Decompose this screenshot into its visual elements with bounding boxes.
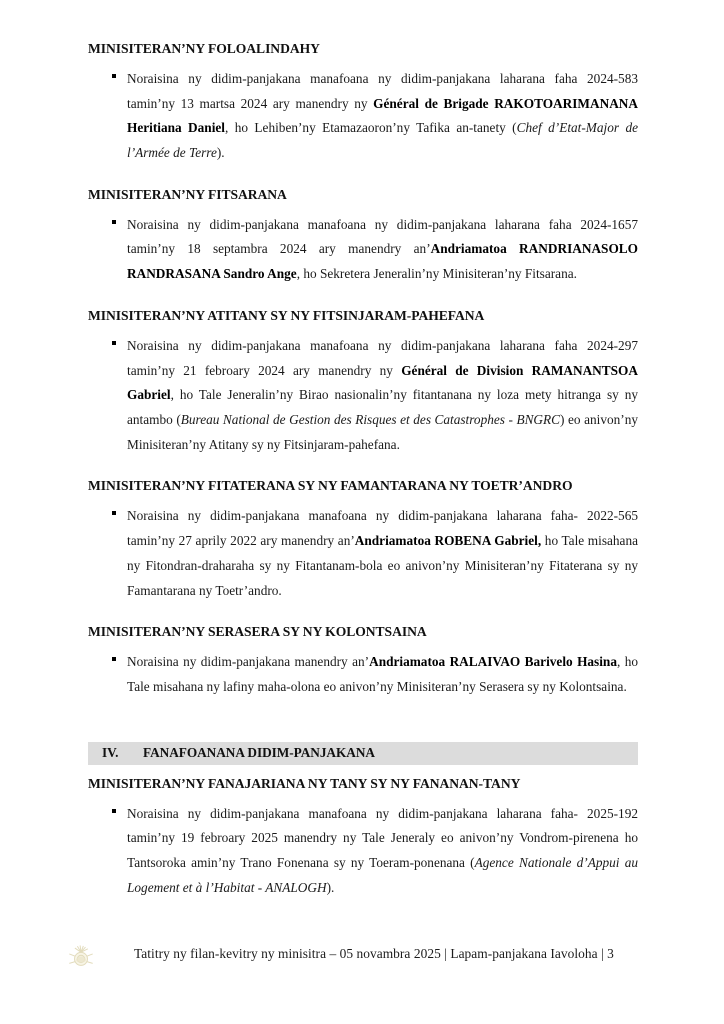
ministry-heading-fanajariana: MINISITERAN’NY FANAJARIANA NY TANY SY NY FANANAN-TANY — [88, 775, 521, 791]
list-item-text: Noraisina ny didim-panjakana manafoana ny didim-panjakana laharana faha- 2025-192 tamin’ny 19 febroary 2025 manendry ny Tale Jeneraly eo anivon’ny Vondrom-pirenena ho Tantsoroka amin’ny Trano Fonenana sy ny Toeram-ponenana (Agence Nationale d’Appui au Logement et à l’Habitat - ANALOGH). — [127, 805, 638, 895]
bullet-marker-icon — [112, 657, 116, 661]
list-item-text: Noraisina ny didim-panjakana manafoana ny didim-panjakana laharana faha 2024-297 tamin’ny 21 febroary 2024 ary manendry ny Général de Division RAMANANTSOA Gabriel, ho Tale Jeneralin’ny Birao nasionalin’ny fitantanana ny loza mety hitranga sy ny antambo (Bureau National de Gestion des Risques et des Catastrophes - BNGRC) eo anivon’ny Minisiteran’ny Atitany sy ny Fitsinjaram-pahefana. — [127, 337, 638, 452]
bullet-marker-icon — [112, 220, 116, 224]
seal-watermark-icon — [62, 940, 100, 976]
bullet-marker-icon — [112, 809, 116, 813]
section-heading-band — [88, 742, 638, 765]
list-item-text: Noraisina ny didim-panjakana manafoana ny didim-panjakana laharana faha 2024-1657 tamin’ny 18 septambra 2024 ary manendry an’Andriamatoa RANDRIANASOLO RANDRASANA Sandro Ange, ho Sekretera Jeneralin’ny Minisiteran’ny Fitsarana. — [127, 216, 639, 282]
list-item-text: Noraisina ny didim-panjakana manafoana ny didim-panjakana laharana faha- 2022-565 tamin’ny 27 aprily 2022 ary manendry an’Andriamatoa ROBENA Gabriel, ho Tale misahana ny Fitondran-draharaha sy ny Fitantanam-bola eo anivon’ny Minisiteran’ny Fitaterana sy ny Famantarana ny Toetr’andro. — [127, 508, 639, 598]
list-item — [88, 650, 638, 699]
document-body — [88, 40, 638, 914]
section-title: FANAFOANANA DIDIM-PANJAKANA — [143, 745, 375, 761]
page-footer — [0, 938, 724, 978]
list-item-text: Noraisina ny didim-panjakana manafoana ny didim-panjakana laharana faha 2024-583 tamin’ny 13 martsa 2024 ary manendry ny Général de Brigade RAKOTOARIMANANA Heritiana Daniel, ho Lehiben’ny Etamazaoron’ny Tafika an-tanety (Chef d’Etat-Major de l’Armée de Terre). — [127, 70, 638, 161]
list-item — [88, 67, 638, 166]
ministry-heading-fitsarana: MINISITERAN’NY FITSARANA — [88, 186, 287, 202]
ministry-heading-foloalindahy: MINISITERAN’NY FOLOALINDAHY — [88, 41, 320, 56]
footer-text: Tatitry ny filan-kevitry ny minisitra – 05 novambra 2025 | Lapam-panjakana Iavoloha | 3 — [134, 946, 614, 961]
list-item — [88, 504, 638, 603]
list-item-text: Noraisina ny didim-panjakana manendry an’Andriamatoa RALAIVAO Barivelo Hasina, ho Tale misahana ny lafiny maha-olona eo anivon’ny Minisiteran’ny Serasera sy ny Kolontsaina. — [127, 654, 639, 694]
list-item — [88, 802, 638, 901]
ministry-heading-serasera: MINISITERAN’NY SERASERA SY NY KOLONTSAINA — [88, 624, 427, 640]
bullet-marker-icon — [112, 511, 116, 515]
bullet-marker-icon — [112, 341, 116, 345]
bullet-marker-icon — [112, 74, 116, 78]
ministry-heading-atitany: MINISITERAN’NY ATITANY SY NY FITSINJARAM-PAHEFANA — [88, 307, 485, 323]
ministry-heading-fitaterana: MINISITERAN’NY FITATERANA SY NY FAMANTARANA NY TOETR’ANDRO — [88, 478, 573, 494]
section-numeral: IV. — [102, 745, 119, 761]
list-item — [88, 334, 638, 458]
list-item — [88, 213, 638, 287]
